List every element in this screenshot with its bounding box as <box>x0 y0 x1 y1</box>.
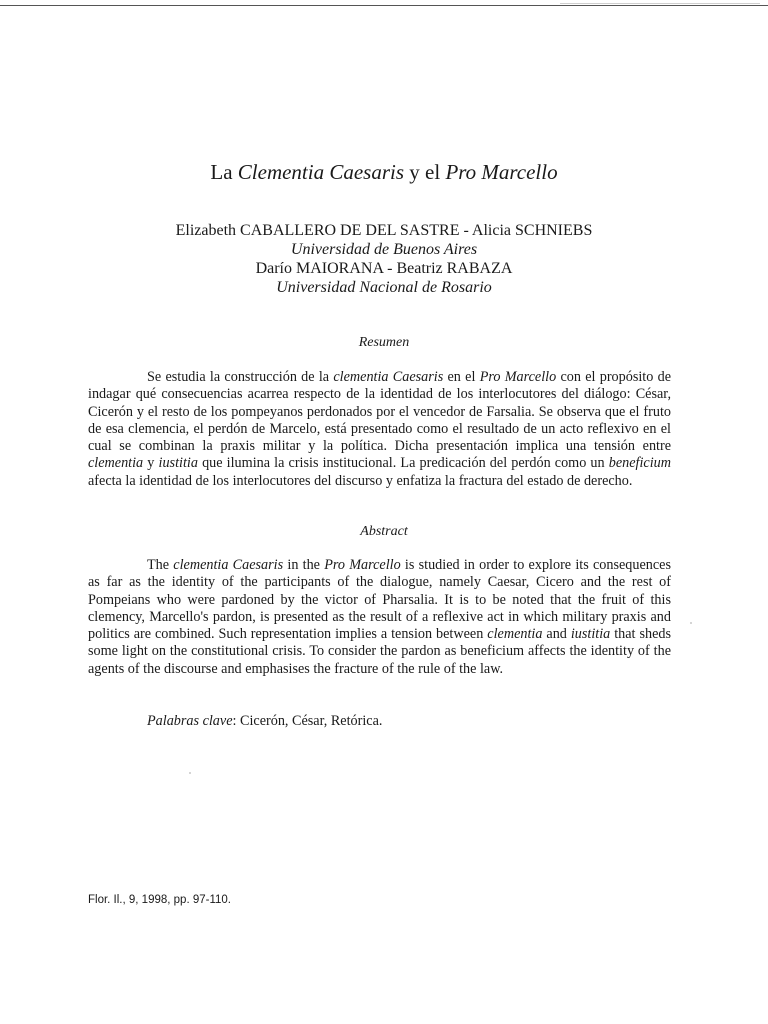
scan-speck <box>690 622 692 624</box>
top-scan-edge-faint-rule <box>560 3 760 4</box>
keywords-separator: : <box>232 713 240 729</box>
resumen-text: afecta la identidad de los interlocutores del discurso y enfatiza la fractura del estado de derecho. <box>88 472 633 489</box>
abstract-italic-term: clementia <box>487 626 543 643</box>
resumen-italic-term: Pro Marcello <box>479 369 557 385</box>
abstract-text: is studied in order to explore its consequences as far as the identity of the participants of the dialogue, namely Caesar, Cicero and the rest of Pompeians who were pardoned by the victor of Pharsalia. It is to be noted that the fruit of this clemency, Marcello's pardon, is presented as the result of a reflexive act in which military praxis and politics are combined. Such representation implies a tension between <box>88 557 671 643</box>
resumen-heading: Resumen <box>358 335 410 350</box>
title-italic-pro-marcello: Pro Marcello <box>445 160 558 184</box>
resumen-text: que ilumina la crisis institucional. La predicación del perdón como un <box>197 455 609 472</box>
resumen-italic-term: iustitia <box>158 455 198 472</box>
abstract-text: that sheds some light on the constitutional crisis. To consider the pardon as beneficium affects the identity of the agents of the discourse and emphasises the fracture of the rule of the law. <box>88 626 671 677</box>
resumen-italic-term: clementia Caesaris <box>333 369 444 385</box>
abstract-italic-term: clementia Caesaris <box>173 557 284 573</box>
resumen-text: en el <box>443 369 480 385</box>
resumen-paragraph <box>88 369 671 490</box>
keywords-values: Cicerón, César, Retórica. <box>240 713 383 729</box>
article-title <box>0 158 768 186</box>
authors-line-2: Darío MAIORANA - Beatriz RABAZA <box>255 260 513 277</box>
abstract-heading: Abstract <box>360 524 408 539</box>
keywords-label: Palabras clave <box>147 713 233 729</box>
abstract-italic-term: Pro Marcello <box>324 557 401 573</box>
resumen-italic-term: clementia <box>88 455 144 472</box>
abstract-paragraph <box>88 557 671 678</box>
scan-speck <box>189 772 191 774</box>
abstract-text: in the <box>283 557 325 573</box>
resumen-text: y <box>143 455 159 472</box>
author-block <box>0 221 768 297</box>
title-prefix: La <box>210 160 238 184</box>
title-middle: y el <box>404 160 446 184</box>
resumen-text: Se estudia la construcción de la <box>147 369 334 385</box>
keywords-line <box>147 712 382 730</box>
abstract-italic-term: iustitia <box>570 626 611 643</box>
authors-line-1: Elizabeth CABALLERO DE DEL SASTRE - Alicia SCHNIEBS <box>175 222 593 239</box>
resumen-italic-term: beneficium <box>608 455 672 472</box>
top-scan-edge-rule <box>0 5 768 6</box>
resumen-text: con el propósito de indagar qué consecuencias acarrea respecto de la identidad de los interlocutores del diálogo: César, Cicerón y el resto de los pompeyanos perdonados por el vencedor de Farsalia. Se observa que el fruto de esa clemencia, el perdón de Marcelo, está presentado como el resultado de un acto reflexivo en el cual se combinan la praxis militar y la política. Dicha presentación implica una tensión entre <box>88 369 671 455</box>
abstract-text: The <box>147 557 174 573</box>
abstract-text: and <box>542 626 571 643</box>
affiliation-2: Universidad Nacional de Rosario <box>276 279 492 296</box>
title-italic-clementia: Clementia Caesaris <box>237 160 405 184</box>
journal-citation: Flor. Il., 9, 1998, pp. 97-110. <box>88 894 231 906</box>
affiliation-1: Universidad de Buenos Aires <box>290 241 478 258</box>
